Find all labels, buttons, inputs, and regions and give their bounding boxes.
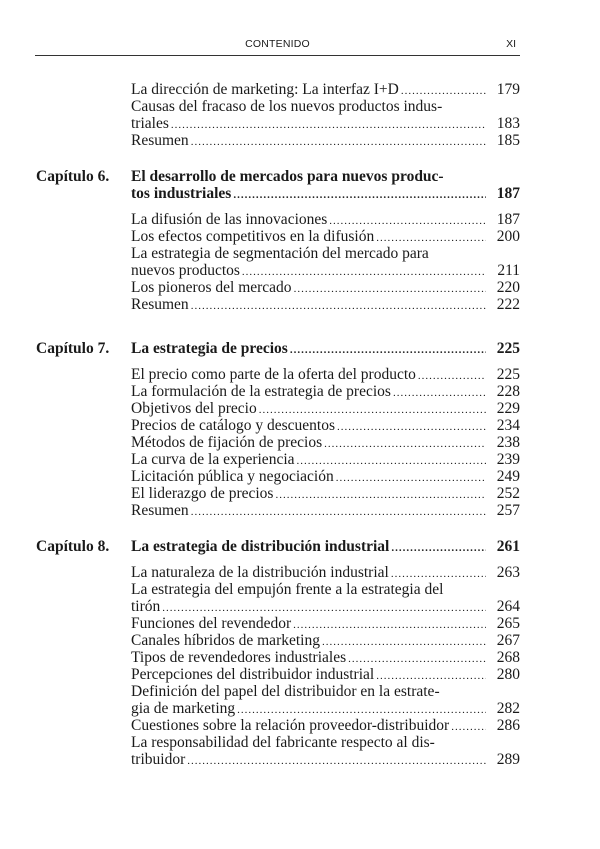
running-header	[35, 36, 520, 54]
dot-leader	[293, 617, 486, 634]
dot-leader	[418, 368, 486, 385]
page-number: XI	[506, 38, 516, 50]
chapter-title-text: La estrategia de precios	[131, 340, 288, 357]
dot-leader	[191, 134, 486, 151]
section-entries	[36, 81, 520, 149]
toc-entry-page: 239	[496, 451, 520, 468]
toc-entry-text: Los pioneros del mercado	[131, 279, 292, 296]
toc-entry	[36, 434, 520, 451]
table-of-contents	[36, 81, 520, 768]
toc-entry-text: Causas del fracaso de los nuevos productos indus-	[131, 98, 443, 115]
toc-entry-text: La difusión de las innovaciones	[131, 211, 328, 228]
chapter-label: Capítulo 8.	[36, 538, 110, 555]
toc-entry	[36, 649, 520, 666]
chapter-title-page: 187	[496, 185, 520, 202]
toc-entry-text: Canales híbridos de marketing	[131, 632, 320, 649]
toc-entry-page: 264	[496, 598, 520, 615]
toc-entry-line	[36, 502, 520, 519]
toc-entry-page: 268	[496, 649, 520, 666]
toc-entry	[36, 296, 520, 313]
toc-entry-line	[36, 666, 520, 683]
dot-leader	[393, 385, 486, 402]
toc-entry-line	[36, 468, 520, 485]
toc-entry	[36, 366, 520, 383]
chapter-title-page: 261	[496, 538, 520, 555]
chapter-heading	[36, 538, 520, 555]
toc-entry-page: 220	[496, 279, 520, 296]
toc-entry-line	[36, 700, 520, 717]
toc-entry-text: Funciones del revendedor	[131, 615, 292, 632]
toc-entry-text: nuevos productos	[131, 262, 240, 279]
toc-entry-text: La estrategia de segmentación del mercado para	[131, 245, 429, 262]
toc-entry-line	[36, 564, 520, 581]
chapter-title-line	[36, 185, 520, 202]
toc-entry-text: Resumen	[131, 132, 189, 149]
toc-entry-page: 225	[496, 366, 520, 383]
toc-entry	[36, 81, 520, 98]
toc-entry-page: 183	[496, 115, 520, 132]
toc-entry-line	[36, 132, 520, 149]
toc-entry-text: El liderazgo de precios	[131, 485, 274, 502]
toc-entry-page: 263	[496, 564, 520, 581]
toc-entry-text: La dirección de marketing: La interfaz I+D	[131, 81, 399, 98]
toc-entry-line	[36, 400, 520, 417]
dot-leader	[391, 540, 486, 557]
toc-entry	[36, 666, 520, 683]
toc-entry	[36, 632, 520, 649]
toc-entry-text: Tipos de revendedores industriales	[131, 649, 347, 666]
toc-entry-line	[36, 115, 520, 132]
section-entries	[36, 564, 520, 768]
header-rule	[35, 55, 520, 56]
toc-entry	[36, 132, 520, 149]
dot-leader	[191, 298, 486, 315]
chapter-title-text: La estrategia de distribución industrial	[131, 538, 390, 555]
toc-entry-page: 234	[496, 417, 520, 434]
toc-entry	[36, 245, 520, 279]
toc-entry-line	[36, 717, 520, 734]
toc-entry-text: La curva de la experiencia	[131, 451, 295, 468]
toc-entry-text: Cuestiones sobre la relación proveedor-distribuidor	[131, 717, 450, 734]
toc-entry-page: 228	[496, 383, 520, 400]
dot-leader	[290, 342, 486, 359]
toc-entry-page: 265	[496, 615, 520, 632]
toc-entry	[36, 683, 520, 717]
chapter-title-line	[36, 168, 520, 185]
chapter-label: Capítulo 7.	[36, 340, 110, 357]
dot-leader	[187, 753, 486, 770]
toc-entry	[36, 502, 520, 519]
toc-entry	[36, 485, 520, 502]
chapter-heading	[36, 340, 520, 357]
chapter-title-text: El desarrollo de mercados para nuevos produc-	[131, 168, 444, 185]
toc-entry-line	[36, 245, 520, 262]
toc-entry-line	[36, 485, 520, 502]
toc-entry-text: triales	[131, 115, 169, 132]
toc-entry-page: 222	[496, 296, 520, 313]
chapter-label: Capítulo 6.	[36, 168, 110, 185]
toc-entry-page: 286	[496, 717, 520, 734]
toc-entry-text: El precio como parte de la oferta del producto	[131, 366, 416, 383]
chapter-heading	[36, 168, 520, 202]
toc-entry-line	[36, 279, 520, 296]
toc-entry-page: 185	[496, 132, 520, 149]
toc-entry-text: Definición del papel del distribuidor en la estrate-	[131, 683, 440, 700]
dot-leader	[336, 470, 486, 487]
toc-entry-line	[36, 649, 520, 666]
toc-entry-text: Licitación pública y negociación	[131, 468, 334, 485]
toc-entry-page: 249	[496, 468, 520, 485]
toc-entry	[36, 383, 520, 400]
dot-leader	[294, 281, 486, 298]
dot-leader	[337, 419, 486, 436]
toc-entry	[36, 615, 520, 632]
running-header-title: CONTENIDO	[245, 38, 310, 50]
section-entries	[36, 211, 520, 313]
toc-entry-line	[36, 598, 520, 615]
dot-leader	[451, 719, 486, 736]
toc-entry-line	[36, 296, 520, 313]
toc-entry-page: 257	[496, 502, 520, 519]
toc-entry-line	[36, 632, 520, 649]
toc-entry-line	[36, 417, 520, 434]
toc-entry	[36, 564, 520, 581]
toc-entry	[36, 468, 520, 485]
toc-entry	[36, 417, 520, 434]
toc-entry-line	[36, 262, 520, 279]
toc-entry-text: Resumen	[131, 296, 189, 313]
toc-entry-page: 200	[496, 228, 520, 245]
toc-entry	[36, 581, 520, 615]
dot-leader	[275, 487, 486, 504]
toc-entry-text: La naturaleza de la distribución industrial	[131, 564, 389, 581]
dot-leader	[322, 634, 486, 651]
dot-leader	[171, 117, 486, 134]
toc-entry-line	[36, 366, 520, 383]
toc-entry	[36, 279, 520, 296]
toc-entry-line	[36, 683, 520, 700]
toc-entry-text: La formulación de la estrategia de precios	[131, 383, 391, 400]
toc-entry-text: Los efectos competitivos en la difusión	[131, 228, 375, 245]
toc-entry-line	[36, 434, 520, 451]
toc-entry-line	[36, 751, 520, 768]
toc-entry	[36, 400, 520, 417]
toc-entry-page: 289	[496, 751, 520, 768]
toc-entry	[36, 98, 520, 132]
toc-entry-text: Percepciones del distribuidor industrial	[131, 666, 375, 683]
toc-entry-page: 187	[496, 211, 520, 228]
dot-leader	[233, 187, 486, 204]
toc-entry-line	[36, 383, 520, 400]
toc-entry	[36, 228, 520, 245]
toc-entry-text: Objetivos del precio	[131, 400, 257, 417]
toc-entry	[36, 211, 520, 228]
chapter-title-page: 225	[496, 340, 520, 357]
toc-entry-line	[36, 615, 520, 632]
toc-entry-text: Resumen	[131, 502, 189, 519]
toc-entry-text: tirón	[131, 598, 161, 615]
toc-entry-line	[36, 734, 520, 751]
toc-entry-text: gia de marketing	[131, 700, 236, 717]
toc-entry-page: 252	[496, 485, 520, 502]
toc-entry-page: 238	[496, 434, 520, 451]
chapter-title-line	[36, 340, 520, 357]
chapter-title-text: tos industriales	[131, 185, 232, 202]
chapter-title-line	[36, 538, 520, 555]
dot-leader	[191, 504, 486, 521]
toc-entry	[36, 734, 520, 768]
toc-entry-line	[36, 211, 520, 228]
toc-entry-page: 179	[496, 81, 520, 98]
toc-entry-text: La estrategia del empujón frente a la estrategia del	[131, 581, 444, 598]
toc-entry-page: 282	[496, 700, 520, 717]
toc-entry	[36, 717, 520, 734]
toc-entry-line	[36, 81, 520, 98]
toc-entry-line	[36, 98, 520, 115]
toc-entry-line	[36, 581, 520, 598]
toc-entry-text: Precios de catálogo y descuentos	[131, 417, 336, 434]
toc-entry-line	[36, 228, 520, 245]
toc-entry-page: 229	[496, 400, 520, 417]
toc-entry-text: La responsabilidad del fabricante respecto al dis-	[131, 734, 435, 751]
toc-entry-text: Métodos de fijación de precios	[131, 434, 323, 451]
dot-leader	[324, 436, 486, 453]
toc-entry-line	[36, 451, 520, 468]
toc-entry-page: 267	[496, 632, 520, 649]
toc-entry	[36, 451, 520, 468]
toc-entry-text: tribuidor	[131, 751, 186, 768]
toc-entry-page: 280	[496, 666, 520, 683]
toc-entry-page: 211	[497, 262, 520, 279]
section-entries	[36, 366, 520, 519]
